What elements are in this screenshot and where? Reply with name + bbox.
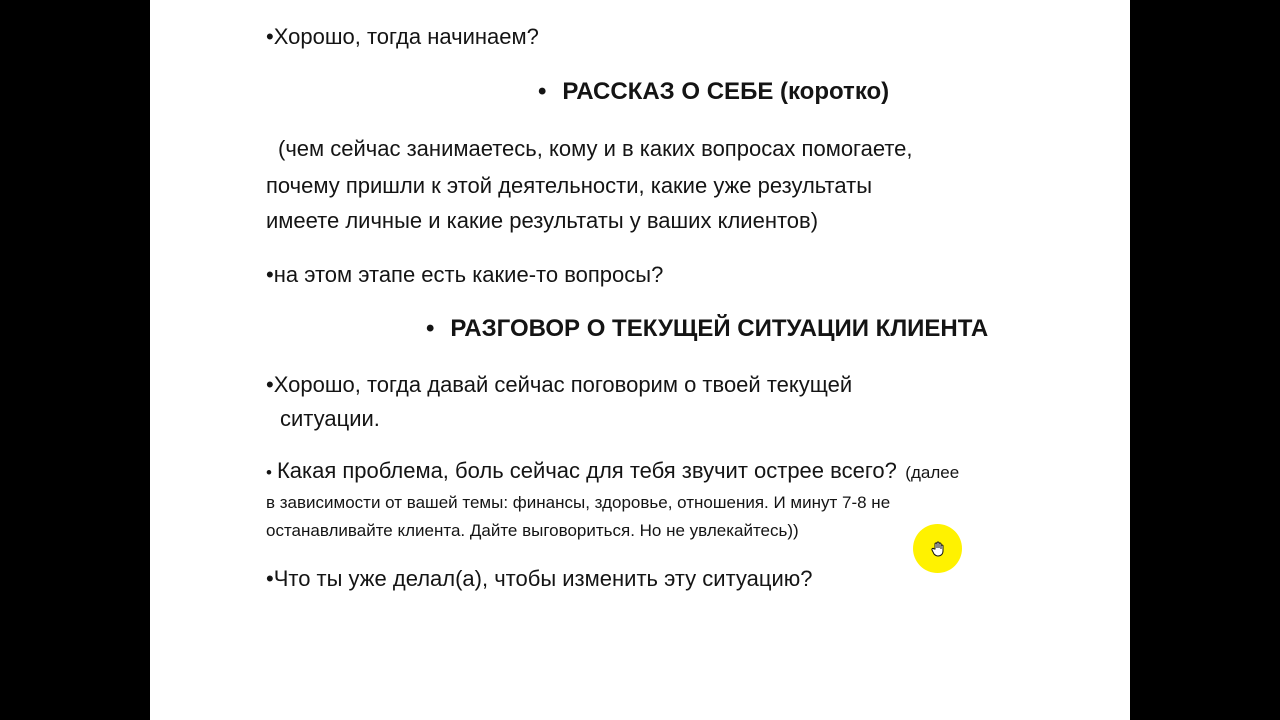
question-text: на этом этапе есть какие-то вопросы? bbox=[273, 262, 664, 287]
heading-about-self-text: РАССКАЗ О СЕБЕ (коротко) bbox=[562, 78, 890, 105]
item2-text: Какая проблема, боль сейчас для тебя звучит острее всего? bbox=[276, 458, 897, 483]
paragraph-line-2: почему пришли к этой деятельности, какие уже результаты bbox=[266, 173, 873, 198]
heading-client-situation-text: РАЗГОВОР О ТЕКУЩЕЙ СИТУАЦИИ КЛИЕНТА bbox=[450, 315, 989, 342]
bullet: • bbox=[266, 463, 272, 482]
paragraph-line-3: имеете личные и какие результаты у ваших клиентов) bbox=[266, 208, 819, 233]
heading-about-self bbox=[538, 78, 889, 106]
bullet: • bbox=[426, 315, 435, 342]
slide-page bbox=[150, 0, 1130, 720]
item3-text: Что ты уже делал(а), чтобы изменить эту ситуацию? bbox=[273, 566, 813, 591]
bullet: • bbox=[266, 372, 274, 397]
question-line bbox=[266, 262, 663, 288]
item3-line bbox=[266, 566, 813, 592]
bullet: • bbox=[266, 262, 274, 287]
bullet: • bbox=[538, 78, 547, 105]
bullet: • bbox=[266, 566, 274, 591]
item2-line-2: в зависимости от вашей темы: финансы, здоровье, отношения. И минут 7-8 не bbox=[266, 493, 891, 512]
intro-line bbox=[266, 24, 539, 50]
paragraph-line-1: (чем сейчас занимаетесь, кому и в каких вопросах помогаете, bbox=[278, 136, 913, 161]
item1-text: Хорошо, тогда давай сейчас поговорим о твоей текущей bbox=[273, 372, 853, 397]
item2-line-1 bbox=[266, 458, 959, 484]
heading-client-situation bbox=[426, 315, 988, 343]
item2-note: (далее bbox=[905, 463, 960, 482]
intro-text: Хорошо, тогда начинаем? bbox=[273, 24, 539, 49]
hand-pointer-icon bbox=[930, 541, 946, 557]
item1-line-1 bbox=[266, 372, 852, 398]
item1-line-2: ситуации. bbox=[280, 406, 380, 431]
item2-line-3: останавливайте клиента. Дайте выговориться. Но не увлекайтесь)) bbox=[266, 521, 799, 540]
bullet: • bbox=[266, 24, 274, 49]
